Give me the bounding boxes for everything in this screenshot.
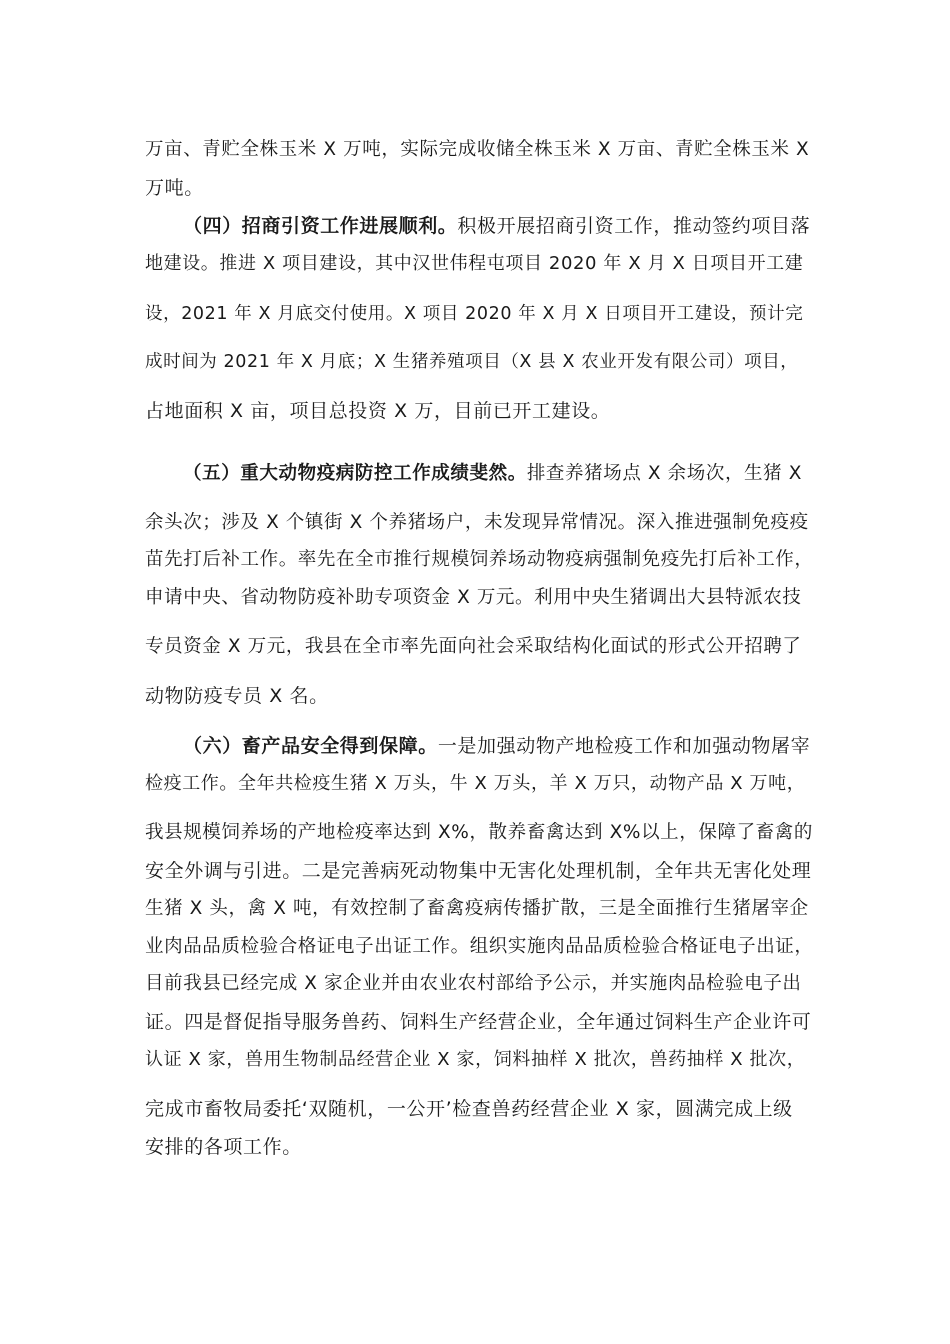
text-line: 苗先打后补工作。率先在全市推行规模饲养场动物疫病强制免疫先打后补工作， [145,549,814,570]
text-line: 业肉品品质检验合格证电子出证工作。组织实施肉品品质检验合格证电子出证， [145,936,814,957]
text-line: 安全外调与引进。二是完善病死动物集中无害化处理机制，全年共无害化处理 [145,860,812,882]
text-run: 一是加强动物产地检疫工作和加强动物屠宰 [437,735,811,757]
text-line: 安排的各项工作。 [145,1136,302,1158]
text-line: 余头次；涉及 X 个镇街 X 个养猪场户，未发现异常情况。深入推进强制免疫疫 [145,512,809,533]
paragraph-first-line [183,734,815,758]
text-line: 证。四是督促指导服务兽药、饲料生产经营企业，全年通过饲料生产企业许可 [145,1011,812,1033]
text-line: 占地面积 X 亩，项目总投资 X 万，目前已开工建设。 [145,400,611,422]
text-line: 万亩、青贮全株玉米 X 万吨，实际完成收储全株玉米 X 万亩、青贮全株玉米 X [145,139,810,160]
text-line: 设，2021 年 X 月底交付使用。X 项目 2020 年 X 月 X 日项目开工建设，预计完 [145,304,804,324]
text-line: 申请中央、省动物防疫补助专项资金 X 万元。利用中央生猪调出大县特派农技 [145,587,802,608]
text-line: 目前我县已经完成 X 家企业并由农业农村部给予公示，并实施肉品检验电子出 [145,973,802,994]
text-line: 万吨。 [145,177,204,199]
section-heading: （四）招商引资工作进展顺利。 [183,215,458,237]
section-heading: （五）重大动物疫病防控工作成绩斐然。 [183,463,527,484]
text-line: 检疫工作。全年共检疫生猪 X 万头，牛 X 万头，羊 X 万只，动物产品 X 万吨， [145,773,806,794]
text-run: 排查养猪场点 X 余场次，生猪 X [526,463,803,484]
text-line: 我县规模饲养场的产地检疫率达到 X%，散养畜禽达到 X%以上，保障了畜禽的 [145,822,813,843]
paragraph-first-line [183,214,815,238]
text-line: 完成市畜牧局委托‘双随机，一公开’检查兽药经营企业 X 家，圆满完成上级 [145,1098,793,1120]
text-line: 生猪 X 头，禽 X 吨，有效控制了畜禽疫病传播扩散，三是全面推行生猪屠宰企 [145,898,809,919]
text-line: 认证 X 家，兽用生物制品经营企业 X 家，饲料抽样 X 批次，兽药抽样 X 批次， [145,1049,806,1070]
paragraph-first-line [183,462,815,486]
section-heading: （六）畜产品安全得到保障。 [183,735,438,757]
text-run: 积极开展招商引资工作，推动签约项目落 [457,215,811,237]
text-line: 成时间为 2021 年 X 月底；X 生猪养殖项目（X 县 X 农业开发有限公司）项目， [145,352,799,372]
text-line: 专员资金 X 万元，我县在全市率先面向社会采取结构化面试的形式公开招聘了 [145,636,802,657]
text-line: 地建设。推进 X 项目建设，其中汉世伟程屯项目 2020 年 X 月 X 日项目开工建 [145,253,804,274]
text-line: 动物防疫专员 X 名。 [145,685,329,707]
